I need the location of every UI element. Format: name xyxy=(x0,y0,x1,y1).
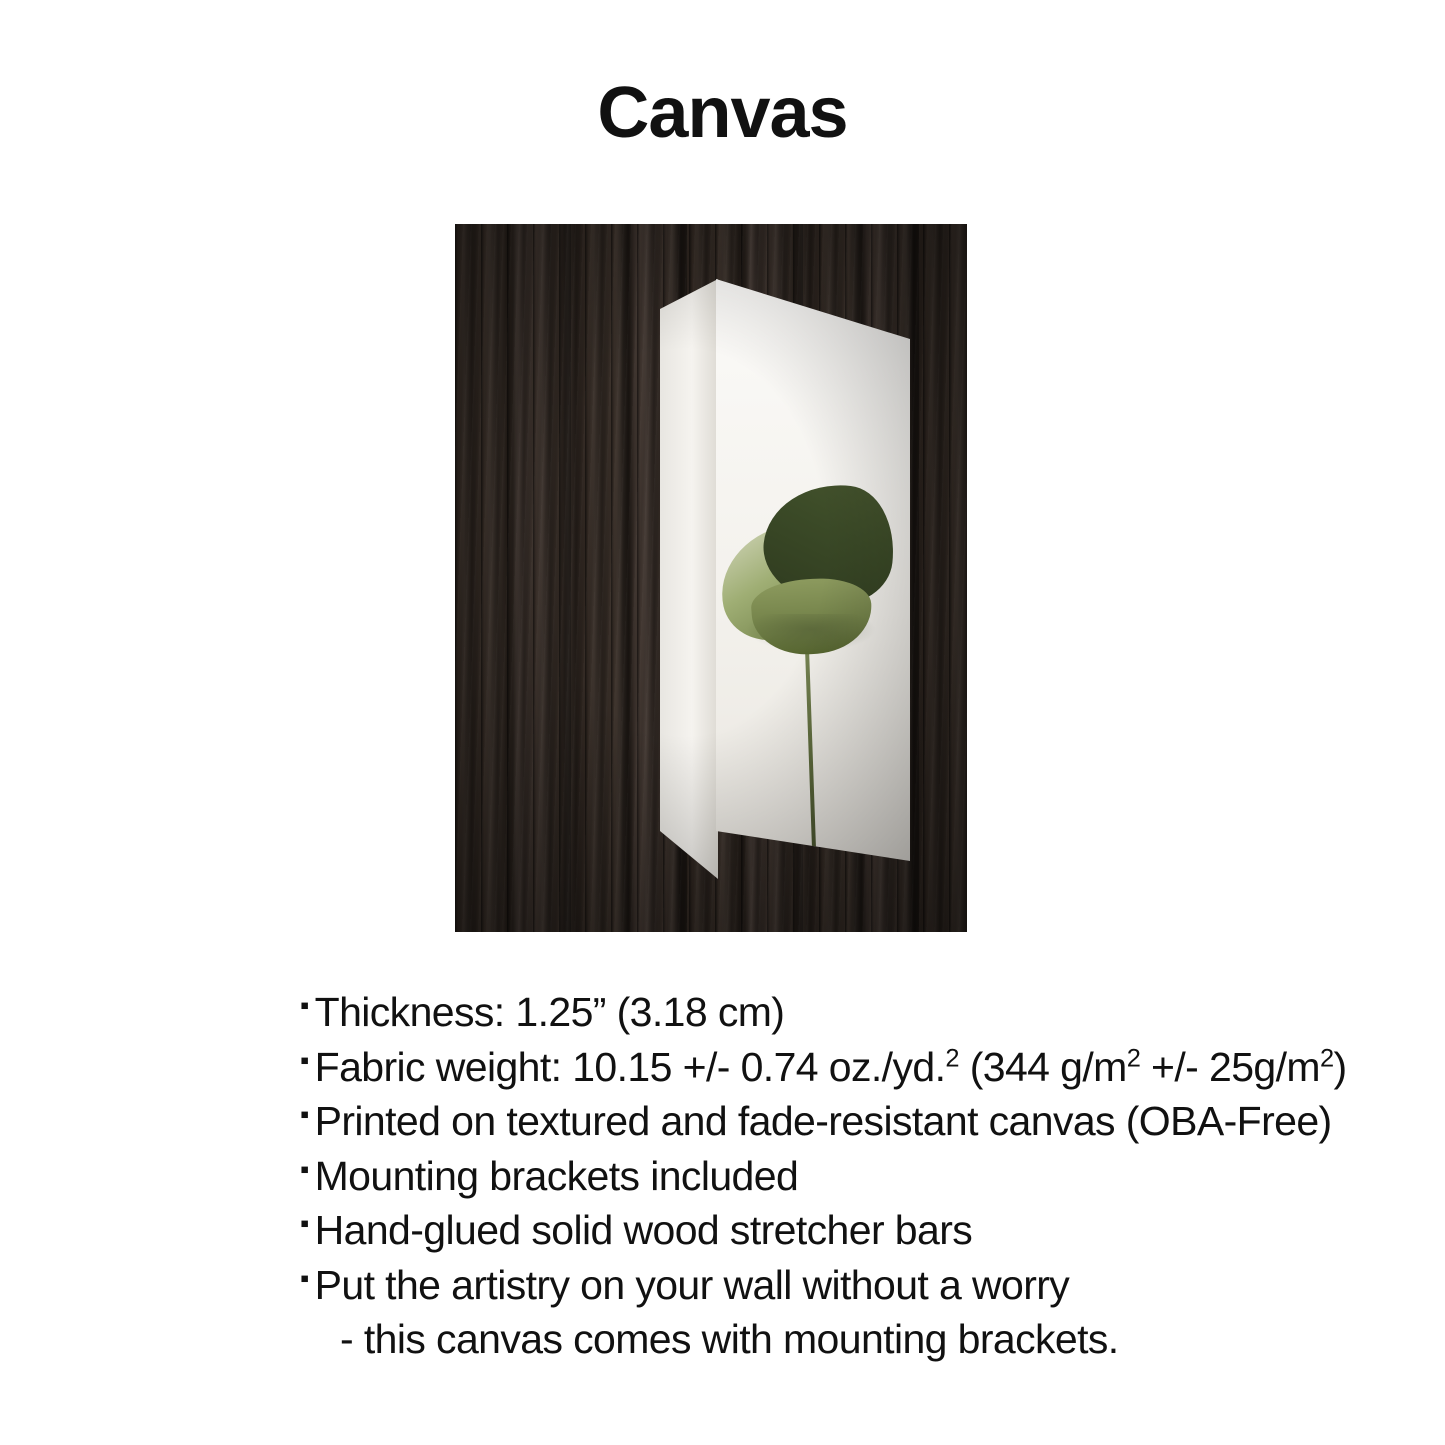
list-item xyxy=(300,1149,1400,1204)
list-item xyxy=(300,1203,1400,1258)
spec-text: Put the artistry on your wall without a worry xyxy=(314,1261,1070,1308)
spec-text-continuation: - this canvas comes with mounting brackets. xyxy=(340,1316,1119,1363)
spec-text: Hand-glued solid wood stretcher bars xyxy=(314,1207,973,1254)
photo-vignette xyxy=(455,224,967,932)
spec-text: Thickness: 1.25” (3.18 cm) xyxy=(314,989,785,1035)
spec-text-segment: +/- 25g/m xyxy=(1140,1043,1320,1090)
bullet-icon: ▪ xyxy=(300,1099,309,1130)
bullet-icon: ▪ xyxy=(300,1262,309,1293)
list-item xyxy=(300,1258,1400,1313)
spec-superscript: 2 xyxy=(1319,1043,1334,1072)
list-item xyxy=(300,1040,1400,1095)
specs-list xyxy=(300,985,1400,1367)
spec-text: Mounting brackets included xyxy=(314,1152,799,1199)
bullet-icon: ▪ xyxy=(300,990,309,1020)
spec-superscript: 2 xyxy=(1126,1043,1141,1072)
list-item xyxy=(300,985,1400,1040)
bullet-icon: ▪ xyxy=(300,1153,309,1184)
bullet-icon: ▪ xyxy=(300,1208,309,1239)
spec-text-segment: (344 g/m xyxy=(958,1043,1127,1090)
page-title: Canvas xyxy=(597,73,848,153)
spec-text: Printed on textured and fade-resistant canvas (OBA-Free) xyxy=(314,1098,1332,1145)
spec-text-segment: ) xyxy=(1333,1043,1347,1090)
spec-text xyxy=(315,1040,1347,1095)
spec-superscript: 2 xyxy=(945,1043,959,1072)
canvas-product-photo xyxy=(455,224,967,932)
list-item xyxy=(300,1094,1400,1149)
bullet-icon: ▪ xyxy=(300,1044,309,1075)
spec-text-segment: Fabric weight: 10.15 +/- 0.74 oz./yd. xyxy=(314,1043,946,1090)
